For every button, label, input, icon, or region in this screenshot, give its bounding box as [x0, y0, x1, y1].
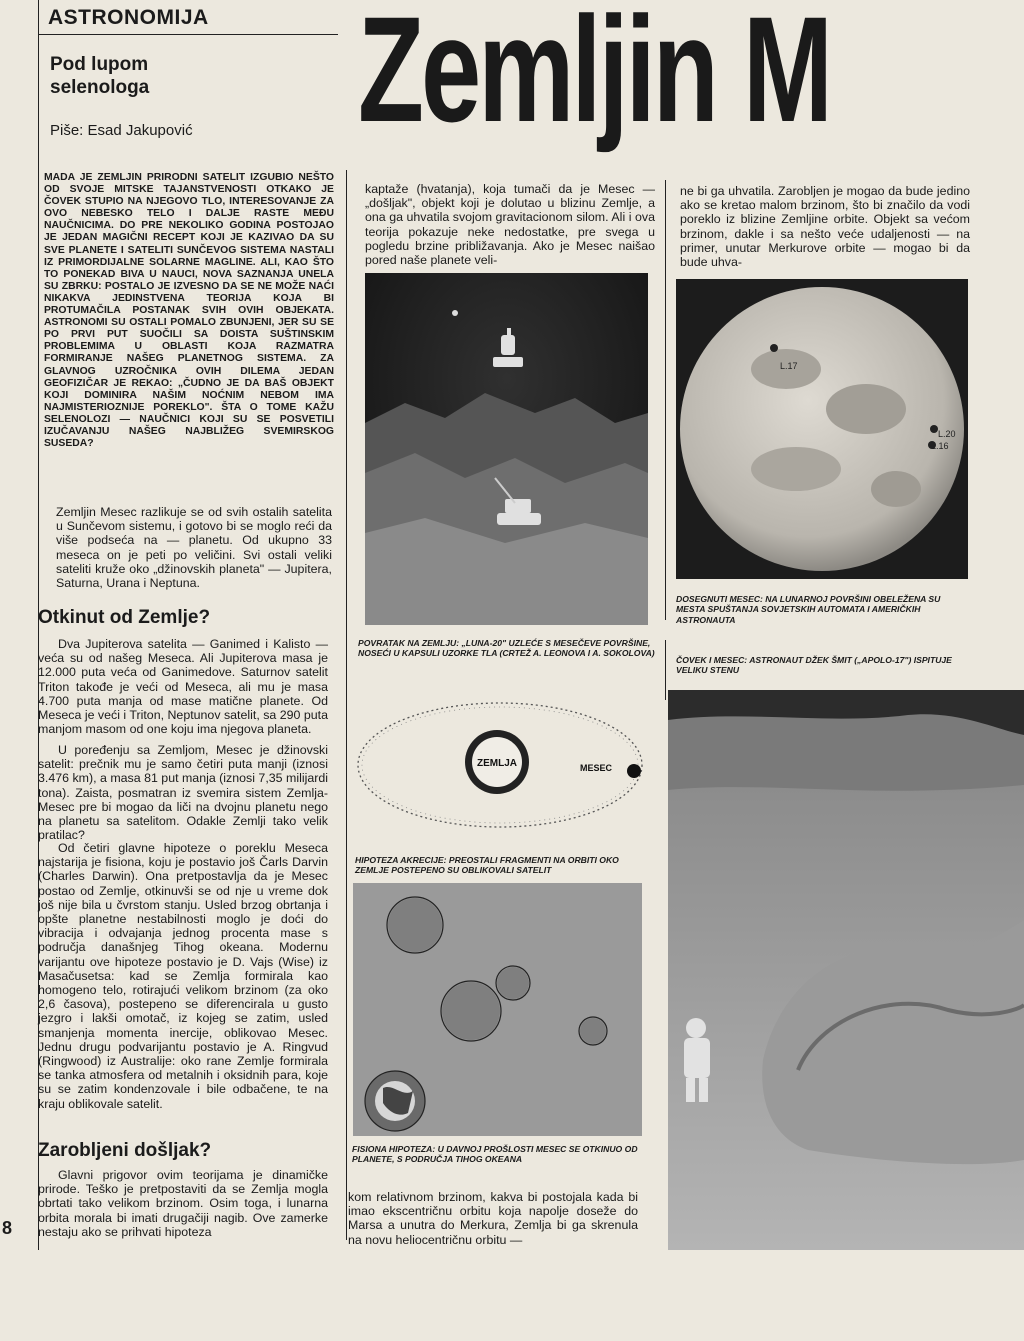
column-3-text: ne bi ga uhvatila. Zarobljen je mogao da bude jedino ako se kretao malom brzinom, što bi značilo da vodi poreklo iz blizine Zemljine orbite. Objekt sa većom brzinom, dakle i sa nešto veće udaljenosti — na primer, unutar Merkurove orbite — mogao bi da bude uhva-	[680, 184, 970, 270]
column-1-paragraph: Od četiri glavne hipoteze o poreklu Meseca najstarija je fisiona, koju je postavio još Čarls Darvin (Charles Darwin). Ona pretpostavlja da je Mesec postao od Zemlje, otkinuvši se od nje u vreme dok još nije bila u čvrstom stanju. Usled brzog obrtanja i opšte planetne nestabilnosti moglo je doći do vibracija i odvajanja jednog procenta mase s područja današnjeg Tihog okeana. Modernu varijantu ove hipoteze postavio je D. Vajs (Wise) iz Masačusetsa: kad se Zemlja formirala kao homogeno telo, rotirajući velikom brzinom (za oko 2,6 časova), postepeno se diferencirala u gusto jezgro i lakši omotač, iz kojeg se zatim, usled smanjenja momenta inercije, oblikovao Mesec. Jednu drugu podvarijantu postavio je A. Ringvud (Ringwood) iz Australije: oko rane Zemlje formirala se tanka atmosfera od metalnih i oksidnih para, koje su se zatim kondenzovale i bile odbačene, te na kraju oblikovale satelit.	[38, 841, 328, 1111]
accretion-diagram	[352, 685, 652, 845]
caption-moon-map: DOSEGNUTI MESEC: NA LUNARNOJ POVRŠINI OBELEŽENA SU MESTA SPUŠTANJA SOVJETSKIH AUTOMATA I AMERIČKIH ASTRONAUTA	[676, 594, 941, 625]
column-1-paragraph: Dva Jupiterova satelita — Ganimed i Kalisto — veća su od našeg Meseca. Ali Jupiterova masa je 12.000 puta veća od Ganimedove. Saturnov satelit Triton takođe je veći od Meseca, ali mu je masa 4.700 puta manja od mase matične planete. Od Meseca je veći i Triton, Neptunov satelit, sa 290 puta manjom masom od one koju ima njegova planeta.	[38, 637, 328, 737]
luna-20-illustration	[365, 273, 648, 625]
column-1-paragraph: Glavni prigovor ovim teorijama je dinamičke prirode. Teško je pretpostaviti da se Zemlja mogla obrtati tako velikom brzinom. Osim toga, i lunarna orbita morala bi imati drugačiji nagib. Ove zamerke nestaju ako se prihvati hipoteza	[38, 1168, 328, 1239]
column-rule	[346, 170, 347, 1240]
kicker: Pod lupom selenologa	[50, 54, 150, 98]
moon-label: MESEC	[579, 763, 613, 773]
headline: Zemljin M	[358, 0, 831, 153]
apollo-17-photo	[668, 690, 1024, 1250]
section-underline	[38, 34, 338, 35]
caption-fission: FISIONA HIPOTEZA: U DAVNOJ PROŠLOSTI MESEC SE OTKINUO OD PLANETE, S PODRUČJA TIHOG OKEANA	[352, 1144, 638, 1165]
column-2-bottom-text: kom relativnom brzinom, kakva bi postojala kada bi imao ekscentričnu orbitu koja napolje doseže do Marsa a unutra do Merkura, Zemlja bi ga skrenula na novu heliocentričnu orbitu —	[348, 1190, 638, 1247]
page-number: 8	[2, 1218, 13, 1238]
caption-luna-20: POVRATAK NA ZEMLJU: „LUNA-20" UZLEĆE S MESEČEVE POVRŠINE, NOSEĆI U KAPSULI UZORKE TLA (CRTEŽ A. LEONOVA I A. SOKOLOVA)	[358, 638, 655, 659]
byline: Piše: Esad Jakupović	[50, 122, 193, 139]
column-2-text: kaptaže (hvatanja), koja tumači da je Mesec — „došljak", objekt koji je dolutao u blizinu Zemlje, a ona ga uhvatila svojom gravitacionom silom. Ali i ova teorija pokazuje neke nedostatke, pre svega u pogledu brzine približavanja. Ako je Mesec naišao pored naše planete veli-	[365, 182, 655, 268]
column-rule	[665, 180, 666, 620]
caption-schmitt: ČOVEK I MESEC: ASTRONAUT DŽEK ŠMIT („APOLO-17") ISPITUJE VELIKU STENU	[676, 655, 952, 676]
moon-map-photo	[676, 279, 968, 579]
intro-paragraph: Zemljin Mesec razlikuje se od svih ostalih satelita u Sunčevom sistemu, i gotovo bi se moglo reći da više podseća na — planetu. Od ukupno 33 meseca on je peti po veličini. Svi ostali veliki sateliti kruže oko „džinovskih planeta" — Jupitera, Saturna, Urana i Neptuna.	[56, 505, 332, 591]
column-rule	[665, 640, 666, 700]
map-label: L.16	[931, 441, 949, 451]
subhead-otkinut: Otkinut od Zemlje?	[38, 607, 211, 628]
fission-diagram	[353, 883, 642, 1136]
map-label: L.20	[938, 429, 956, 439]
caption-accretion: HIPOTEZA AKRECIJE: PREOSTALI FRAGMENTI NA ORBITI OKO ZEMLJE POSTEPENO SU OBLIKOVALI SATELIT	[355, 855, 619, 876]
earth-label: ZEMLJA	[477, 758, 517, 769]
section-tag: ASTRONOMIJA	[48, 6, 209, 29]
lead-paragraph: MADA JE ZEMLJIN PRIRODNI SATELIT IZGUBIO NEŠTO OD SVOJE MITSKE TAJANSTVENOSTI OTKAKO JE ČOVEK STUPIO NA NJEGOVO TLO, INTERESOVANJE ZA OVO NEBESKO TELO I DALJE RASTE MEĐU NAUČNICIMA. DO PRE NEKOLIKO GODINA POSTOJAO JE JEDAN MAGIČNI RECEPT KOJI JE KAZIVAO DA SU SVE PLANETE I SATELITI SUNČEVOG SISTEMA NASTALI IZ PRIMORDIJALNE SOLARNE MAGLINE. ALI, KAO ŠTO TO PONEKAD BIVA U NAUCI, NOVA SAZNANJA UNELA SU ZBRKU: POSTALO JE IZVESNO DA SE NE MOŽE NAĆI NIKAKVA JEDINSTVENA TEORIJA KOJA BI PROTUMAČILA POSTANAK SVIH OVIH OBJEKATA. ASTRONOMI SU OSTALI POMALO ZBUNJENI, JER SU SE PO PRVI PUT SUOČILI SA DOISTA SUŠTINSKIM PROBLEMIMA U OBLASTI KOJA RAZMATRA FORMIRANJE NAŠEG PLANETNOG SISTEMA. ZA GLAVNOG UZROČNIKA OVIH DILEMA JEDAN GEOFIZIČAR JE REKAO: „ČUDNO JE DA BAŠ OBJEKT KOJI DOMINIRA NAŠIM NOĆNIM NEBOM IMA NAJMISTERIOZNIJE POREKLO". ŠTA O TOME KAŽU SELENOLOZI — NAUČNICI KOJI SU SE POSVETILI IZUČAVANJU NAŠEG NAJBLIŽEG SVEMIRSKOG SUSEDA?	[44, 172, 334, 450]
column-1-paragraph: U poređenju sa Zemljom, Mesec je džinovski satelit: prečnik mu je samo četiri puta manji (iznosi 3.476 km), a masa 81 put manja (iznosi 7,35 milijardi tona). Zaista, posmatran iz svemira sistem Zemlja-Mesec pre bi mogao da liči na dvojnu planetu nego na planetu sa satelitom. Odakle Zemlji tako velik pratilac?	[38, 743, 328, 843]
map-label: L.17	[780, 361, 798, 371]
subhead-zarobljeni: Zarobljeni došljak?	[38, 1140, 212, 1161]
